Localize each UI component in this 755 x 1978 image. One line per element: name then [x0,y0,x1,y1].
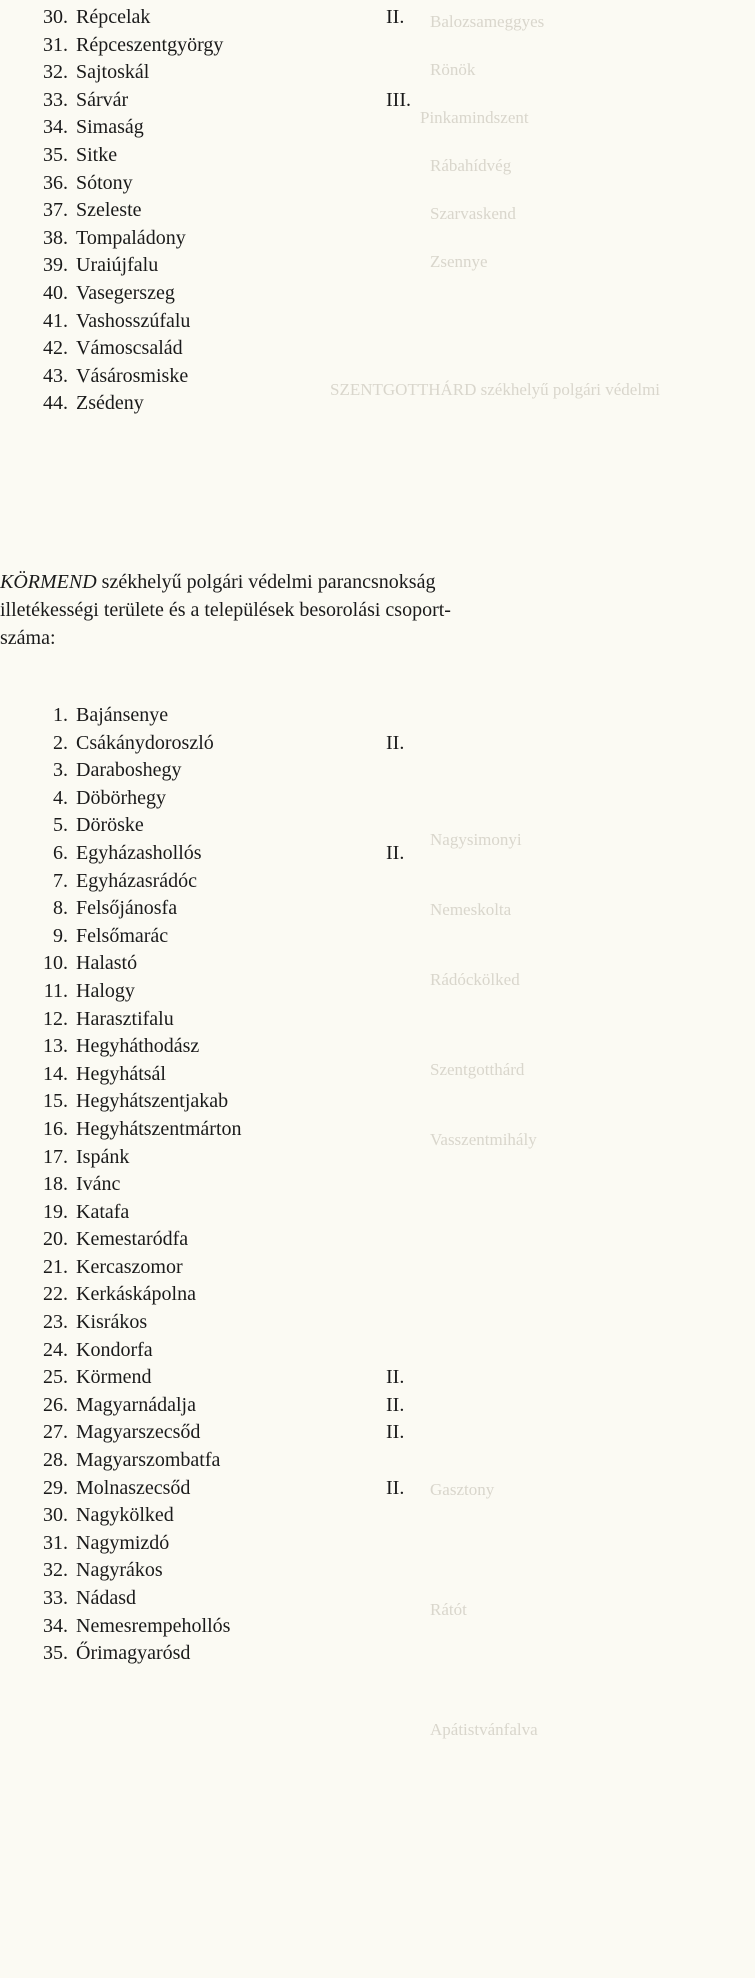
bleed-through-text: Apátistvánfalva [430,1720,538,1739]
section-heading [0,568,755,652]
settlement-name: Vasegerszeg [76,281,175,304]
group-number [386,868,446,896]
group-number: II. [386,6,405,28]
bleed-through-text: SZENTGOTTHÁRD székhelyű polgári védelmi [330,380,661,399]
group-number [386,1502,446,1530]
item-number: 37. [43,199,68,222]
city-name: KÖRMEND [0,571,97,593]
group-number [386,978,446,1006]
list-item [34,1226,446,1254]
group-number [386,1613,446,1641]
heading-line-3: száma: [0,627,56,649]
item-number: 9. [53,924,68,947]
item-number: 43. [43,364,68,387]
list-item [34,1309,446,1337]
list-item [34,1088,446,1116]
item-number: 27. [43,1421,68,1444]
item-number: 33. [43,88,68,111]
group-number [386,1281,446,1309]
settlement-name: Halastó [76,952,138,975]
list-item [34,1337,446,1365]
item-number: 33. [43,1587,68,1609]
group-number [386,950,446,978]
settlement-name: Vámoscsalád [76,337,183,360]
item-number: 22. [43,1283,68,1306]
item-number: 5. [53,814,68,837]
list-item [34,114,446,142]
settlement-name: Sótony [76,171,133,194]
settlement-list-sarvar [34,4,446,418]
list-item [34,142,446,170]
list-item [34,1116,446,1144]
bleed-through-text: Szentgotthárd [430,1060,525,1079]
item-number: 3. [53,759,68,782]
settlement-name: Hegyháthodász [76,1035,200,1058]
group-number [386,1088,446,1116]
item-number: 24. [43,1338,68,1361]
item-number: 1. [53,704,68,726]
settlement-name: Egyházasrádóc [76,869,198,892]
item-number: 12. [43,1007,68,1030]
group-number [386,114,446,142]
group-number [386,170,446,198]
settlement-name: Sitke [76,143,118,166]
settlement-name: Katafa [76,1200,130,1223]
item-number: 30. [43,1504,68,1527]
list-item [34,170,446,198]
list-item [34,730,446,758]
settlement-name: Döbörhegy [76,786,166,809]
list-item [34,1171,446,1199]
group-number [386,335,446,363]
settlement-name: Ivánc [76,1173,121,1196]
settlement-name: Hegyhátsál [76,1062,166,1085]
bleed-through-text: Rádóckölked [430,970,520,989]
item-number: 29. [43,1476,68,1499]
heading-text: székhelyű polgári védelmi parancsnokság [96,571,436,593]
group-number: II. [386,1476,405,1499]
list-item [34,950,446,978]
item-number: 40. [43,281,68,304]
group-number [386,702,446,730]
settlement-name: Zsédeny [76,392,144,415]
heading-line-1 [0,568,755,596]
list-item [34,197,446,225]
group-number [386,59,446,87]
list-item [34,1475,446,1503]
item-number: 44. [43,392,68,415]
item-number: 20. [43,1228,68,1251]
item-number: 34. [43,116,68,139]
list-item [34,1006,446,1034]
list-item [34,363,446,391]
list-item [34,1557,446,1585]
settlement-name: Nagykölked [76,1504,174,1527]
group-number [386,363,446,391]
settlement-name: Nádasd [76,1587,136,1609]
item-number: 31. [43,33,68,56]
group-number [386,1033,446,1061]
settlement-name: Uraiújfalu [76,254,159,277]
group-number [386,1171,446,1199]
list-item [34,1281,446,1309]
list-item [34,812,446,840]
settlement-name: Molnaszecsőd [76,1476,191,1499]
group-number: II. [386,1366,405,1389]
item-number: 38. [43,226,68,249]
group-number [386,32,446,60]
item-number: 31. [43,1531,68,1554]
group-number [386,197,446,225]
settlement-name: Őrimagyarósd [76,1642,191,1665]
group-number [386,1640,446,1668]
group-number [386,1309,446,1337]
list-item [34,1640,446,1668]
settlement-name: Egyházashollós [76,841,202,864]
group-number [386,308,446,336]
group-number [386,1006,446,1034]
list-item [34,868,446,896]
settlement-name: Tompaládony [76,226,186,249]
list-item [34,59,446,87]
settlement-name: Harasztifalu [76,1007,174,1030]
settlement-name: Kercaszomor [76,1255,183,1278]
item-number: 14. [43,1062,68,1085]
settlement-name: Sajtoskál [76,61,150,84]
item-number: 4. [53,786,68,809]
settlement-name: Hegyhátszentjakab [76,1090,229,1113]
group-number [386,757,446,785]
group-number [386,1254,446,1282]
settlement-name: Vásárosmiske [76,364,189,387]
list-item [34,978,446,1006]
list-item [34,32,446,60]
list-item [34,785,446,813]
item-number: 16. [43,1117,68,1140]
group-number [386,895,446,923]
settlement-name: Vashosszúfalu [76,309,191,332]
settlement-name: Simaság [76,116,144,139]
item-number: 41. [43,309,68,332]
list-item [34,4,446,32]
settlement-name: Magyarszecsőd [76,1421,201,1444]
group-number [386,1447,446,1475]
bleed-through-text: Nemeskolta [430,900,512,919]
settlement-name: Nagymizdó [76,1531,170,1554]
item-number: 42. [43,337,68,360]
settlement-name: Bajánsenye [76,704,169,726]
bleed-through-text: Pinkamindszent [420,108,529,127]
list-item [34,895,446,923]
list-item [34,923,446,951]
settlement-list-kormend [34,702,446,1668]
bleed-through-text: Rátót [430,1600,467,1619]
item-number: 28. [43,1449,68,1472]
list-item [34,1254,446,1282]
group-number [386,225,446,253]
item-number: 23. [43,1311,68,1334]
list-item [34,390,446,418]
item-number: 26. [43,1393,68,1416]
item-number: 32. [43,61,68,84]
settlement-name: Kerkáskápolna [76,1283,196,1306]
item-number: 35. [43,143,68,166]
settlement-name: Magyarszombatfa [76,1449,221,1472]
settlement-name: Répceszentgyörgy [76,33,224,56]
group-number [386,1337,446,1365]
list-item [34,1392,446,1420]
list-item [34,840,446,868]
item-number: 11. [43,979,68,1002]
item-number: 21. [43,1255,68,1278]
settlement-name: Csákánydoroszló [76,731,214,754]
group-number [386,785,446,813]
settlement-name: Kondorfa [76,1338,153,1361]
list-item [34,1061,446,1089]
group-number: II. [386,1393,405,1416]
bleed-through-text: Nagysimonyi [430,830,522,849]
list-item [34,757,446,785]
settlement-name: Hegyhátszentmárton [76,1117,242,1140]
item-number: 6. [53,841,68,864]
bleed-through-text: Balozsameggyes [430,12,545,31]
heading-line-2: illetékességi területe és a települések besorolási csoport- [0,599,451,621]
list-item [34,1419,446,1447]
item-number: 8. [53,897,68,920]
settlement-name: Magyarnádalja [76,1393,196,1416]
list-item [34,1033,446,1061]
list-item [34,1364,446,1392]
bleed-through-text: Gasztony [430,1480,495,1499]
group-number [386,252,446,280]
item-number: 25. [43,1366,68,1389]
item-number: 10. [43,952,68,975]
list-item [34,1144,446,1172]
list-item [34,308,446,336]
list-item [34,335,446,363]
list-item [34,1585,446,1613]
settlement-name: Kemestaródfa [76,1228,189,1251]
list-item [34,252,446,280]
list-item [34,87,446,115]
settlement-name: Kisrákos [76,1311,148,1334]
group-number: III. [386,88,411,111]
item-number: 13. [43,1035,68,1058]
group-number [386,142,446,170]
item-number: 34. [43,1614,68,1637]
settlement-name: Döröske [76,814,144,837]
item-number: 2. [53,731,68,754]
settlement-name: Sárvár [76,88,129,111]
group-number [386,923,446,951]
settlement-name: Répcelak [76,6,151,28]
settlement-name: Daraboshegy [76,759,182,782]
group-number [386,1144,446,1172]
list-item [34,702,446,730]
list-item [34,225,446,253]
item-number: 36. [43,171,68,194]
settlement-name: Körmend [76,1366,152,1389]
group-number: II. [386,841,405,864]
bleed-through-text: Rönök [430,60,476,79]
group-number [386,1226,446,1254]
list-item [34,1530,446,1558]
bleed-through-text: Rábahídvég [430,156,512,175]
settlement-name: Szeleste [76,199,142,222]
bleed-through-text: Szarvaskend [430,204,516,223]
list-item [34,1199,446,1227]
list-item [34,1502,446,1530]
list-item [34,1613,446,1641]
item-number: 32. [43,1559,68,1582]
item-number: 15. [43,1090,68,1113]
item-number: 39. [43,254,68,277]
group-number: II. [386,1421,405,1444]
settlement-name: Nagyrákos [76,1559,163,1582]
group-number [386,1585,446,1613]
group-number [386,812,446,840]
group-number: II. [386,731,405,754]
settlement-name: Felsőmarác [76,924,169,947]
group-number [386,1116,446,1144]
item-number: 7. [53,869,68,892]
item-number: 18. [43,1173,68,1196]
group-number [386,1530,446,1558]
group-number [386,1199,446,1227]
group-number [386,1557,446,1585]
list-item [34,1447,446,1475]
item-number: 35. [43,1642,68,1665]
list-item [34,280,446,308]
settlement-name: Felsőjánosfa [76,897,178,920]
bleed-through-text: Vasszentmihály [430,1130,537,1149]
item-number: 30. [43,6,68,28]
group-number [386,390,446,418]
settlement-name: Ispánk [76,1145,130,1168]
settlement-name: Halogy [76,979,135,1002]
item-number: 19. [43,1200,68,1223]
item-number: 17. [43,1145,68,1168]
group-number [386,1061,446,1089]
group-number [386,280,446,308]
settlement-name: Nemesrempehollós [76,1614,231,1637]
bleed-through-text: Zsennye [430,252,488,271]
